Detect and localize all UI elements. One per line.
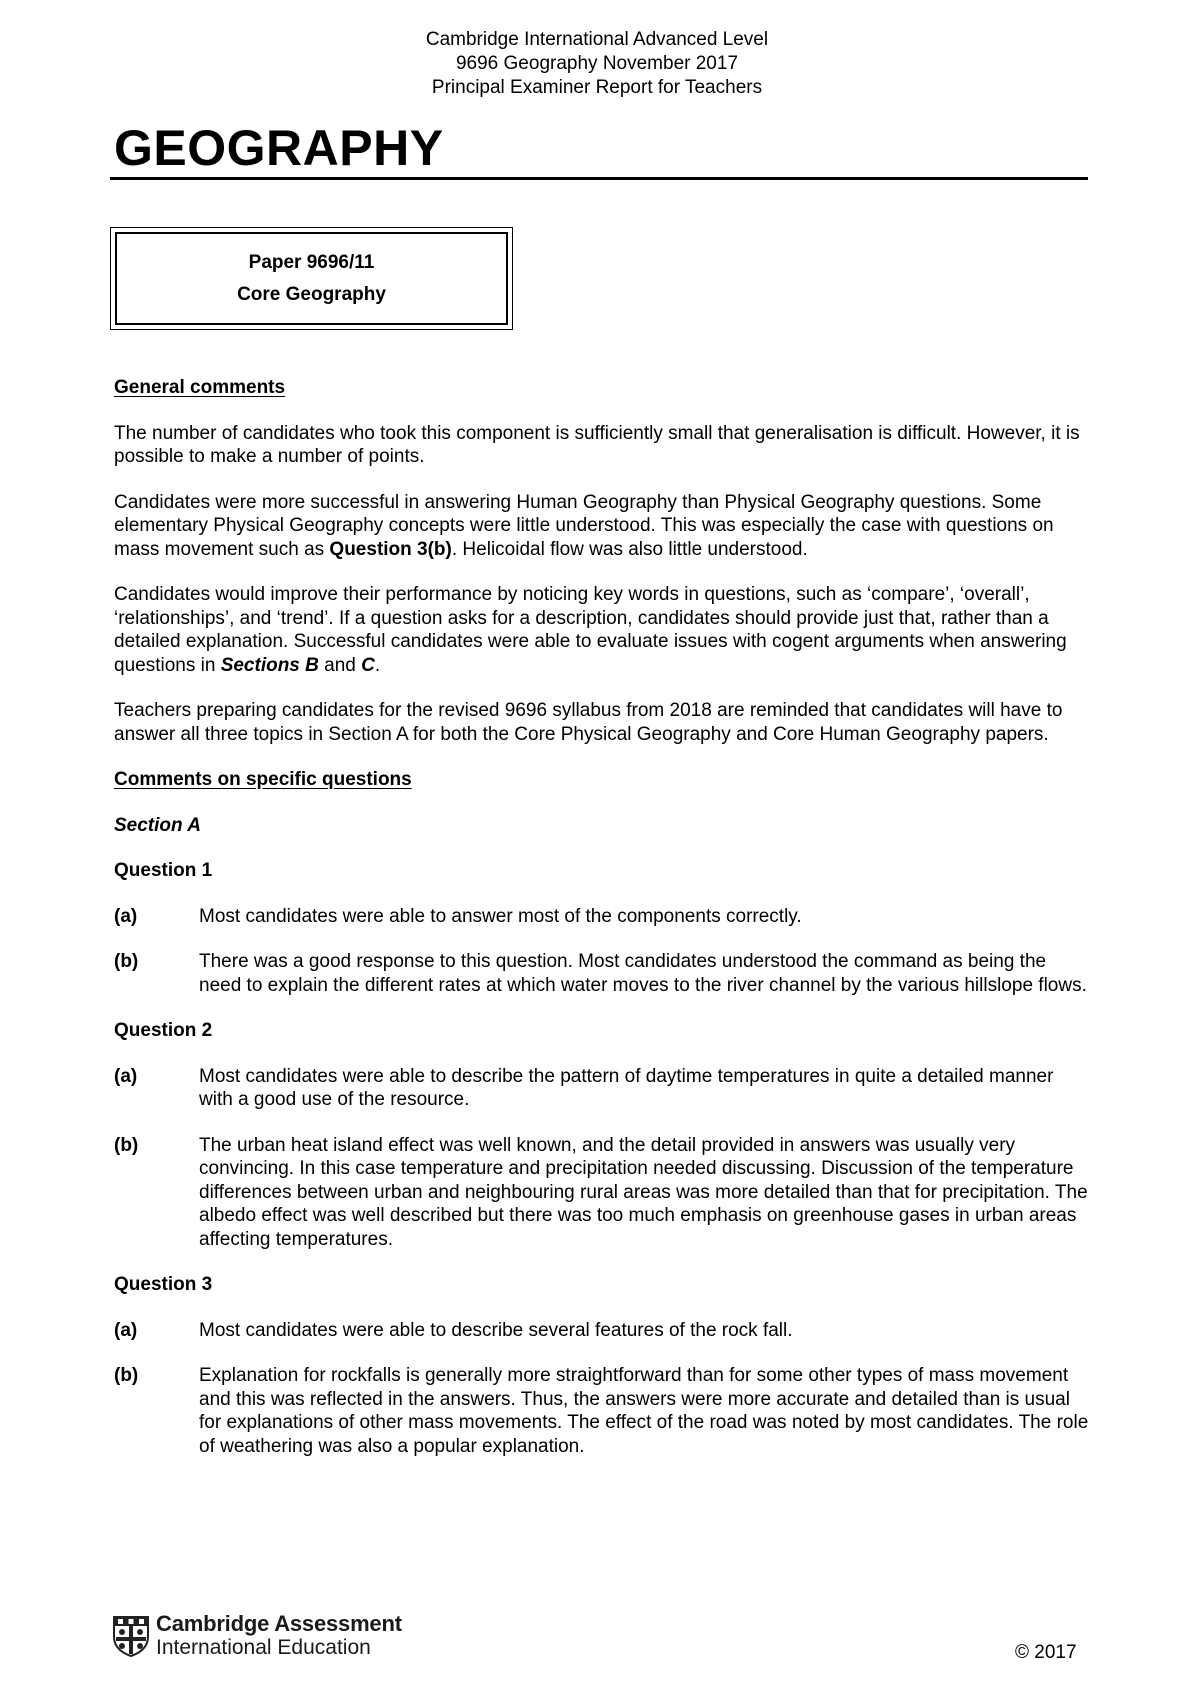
general-comments-heading: General comments [114, 377, 286, 398]
page-title: GEOGRAPHY [114, 120, 444, 176]
part-text: Most candidates were able to describe several features of the rock fall. [199, 1319, 793, 1341]
p3-sections-b: Sections B [220, 654, 319, 676]
p3-section-c: C [361, 654, 375, 676]
part-label: (a) [114, 905, 138, 927]
question-3a [114, 1319, 1094, 1343]
question-1b [114, 950, 1094, 997]
p2-text-b: . Helicoidal flow was also little understood. [451, 538, 808, 560]
part-text: The urban heat island effect was well known, and the detail provided in answers was usually very convincing. In this case temperature and precipitation needed discussing. Discussion of the temperature differences between urban and neighbouring rural areas was more detailed than that for precipitation. The albedo effect was well described but there was too much emphasis on greenhouse gases in urban areas affecting temperatures. [199, 1134, 1088, 1250]
p3-text-a: Candidates would improve their performance by noticing key words in questions, such as ‘compare’, ‘overall’, ‘relationships’, and ‘trend’. If a question asks for a description, candidates should provide just that, rather than a detailed explanation. Successful candidates were able to evaluate issues with cogent arguments when answering questions in [114, 584, 1067, 676]
part-label: (b) [114, 1134, 139, 1156]
logo-wordmark [156, 1612, 402, 1660]
part-text: There was a good response to this question. Most candidates understood the command as being the need to explain the different rates at which water moves to the river channel by the various hillslope flows. [199, 951, 1087, 996]
part-text: Most candidates were able to describe the pattern of daytime temperatures in quite a detailed manner with a good use of the resource. [199, 1065, 1054, 1110]
specific-comments-heading: Comments on specific questions [114, 769, 412, 790]
p2-bold-ref: Question 3(b) [329, 538, 452, 560]
header-line-2: 9696 Geography November 2017 [455, 53, 739, 74]
p2-text-a: Candidates were more successful in answering Human Geography than Physical Geography questions. Some elementary Physical Geography concepts were little understood. This was especially the case with questions on mass movement such as [114, 491, 1054, 560]
general-paragraph-2 [114, 491, 1094, 562]
paper-code: Paper 9696/11 [248, 251, 375, 273]
logo-line-2: International Education [156, 1636, 371, 1659]
part-text: Most candidates were able to answer most of the components correctly. [199, 905, 802, 927]
general-paragraph-1: The number of candidates who took this component is sufficiently small that generalisation is difficult. However, it is possible to make a number of points. [114, 422, 1080, 467]
title-divider [110, 177, 1088, 180]
paper-info-box-inner [115, 232, 508, 325]
part-label: (b) [114, 1365, 139, 1386]
question-2-title: Question 2 [114, 1020, 213, 1041]
report-header [0, 28, 1190, 100]
part-label: (a) [114, 1065, 138, 1087]
p3-text-mid: and [318, 654, 362, 676]
question-3-title: Question 3 [114, 1274, 213, 1295]
part-label: (b) [114, 951, 139, 972]
question-3b [114, 1364, 1094, 1458]
report-body [114, 376, 1094, 1480]
header-line-1: Cambridge International Advanced Level [425, 29, 769, 50]
question-2b [114, 1134, 1094, 1252]
logo-line-1: Cambridge Assessment [156, 1611, 402, 1636]
general-paragraph-3 [114, 583, 1094, 677]
paper-info-box [110, 227, 513, 330]
question-1a [114, 905, 1094, 929]
section-a-heading: Section A [114, 814, 201, 836]
header-line-3: Principal Examiner Report for Teachers [431, 77, 763, 98]
part-text: Explanation for rockfalls is generally more straightforward than for some other types of mass movement and this was reflected in the answers. Thus, the answers were more accurate and detailed than is usual for explanations of other mass movements. The effect of the road was noted by most candidates. The role of weathering was also a popular explanation. [199, 1365, 1089, 1457]
cambridge-logo [112, 1612, 402, 1660]
cambridge-shield-icon [112, 1615, 150, 1657]
paper-name: Core Geography [237, 283, 386, 305]
question-2a [114, 1065, 1094, 1112]
copyright-notice: © 2017 [1015, 1642, 1077, 1663]
general-paragraph-4: Teachers preparing candidates for the revised 9696 syllabus from 2018 are reminded that candidates will have to answer all three topics in Section A for both the Core Physical Geography and Core Human Geography papers. [114, 700, 1063, 745]
question-1-title: Question 1 [114, 860, 213, 881]
part-label: (a) [114, 1319, 138, 1341]
p3-text-end: . [374, 654, 381, 676]
